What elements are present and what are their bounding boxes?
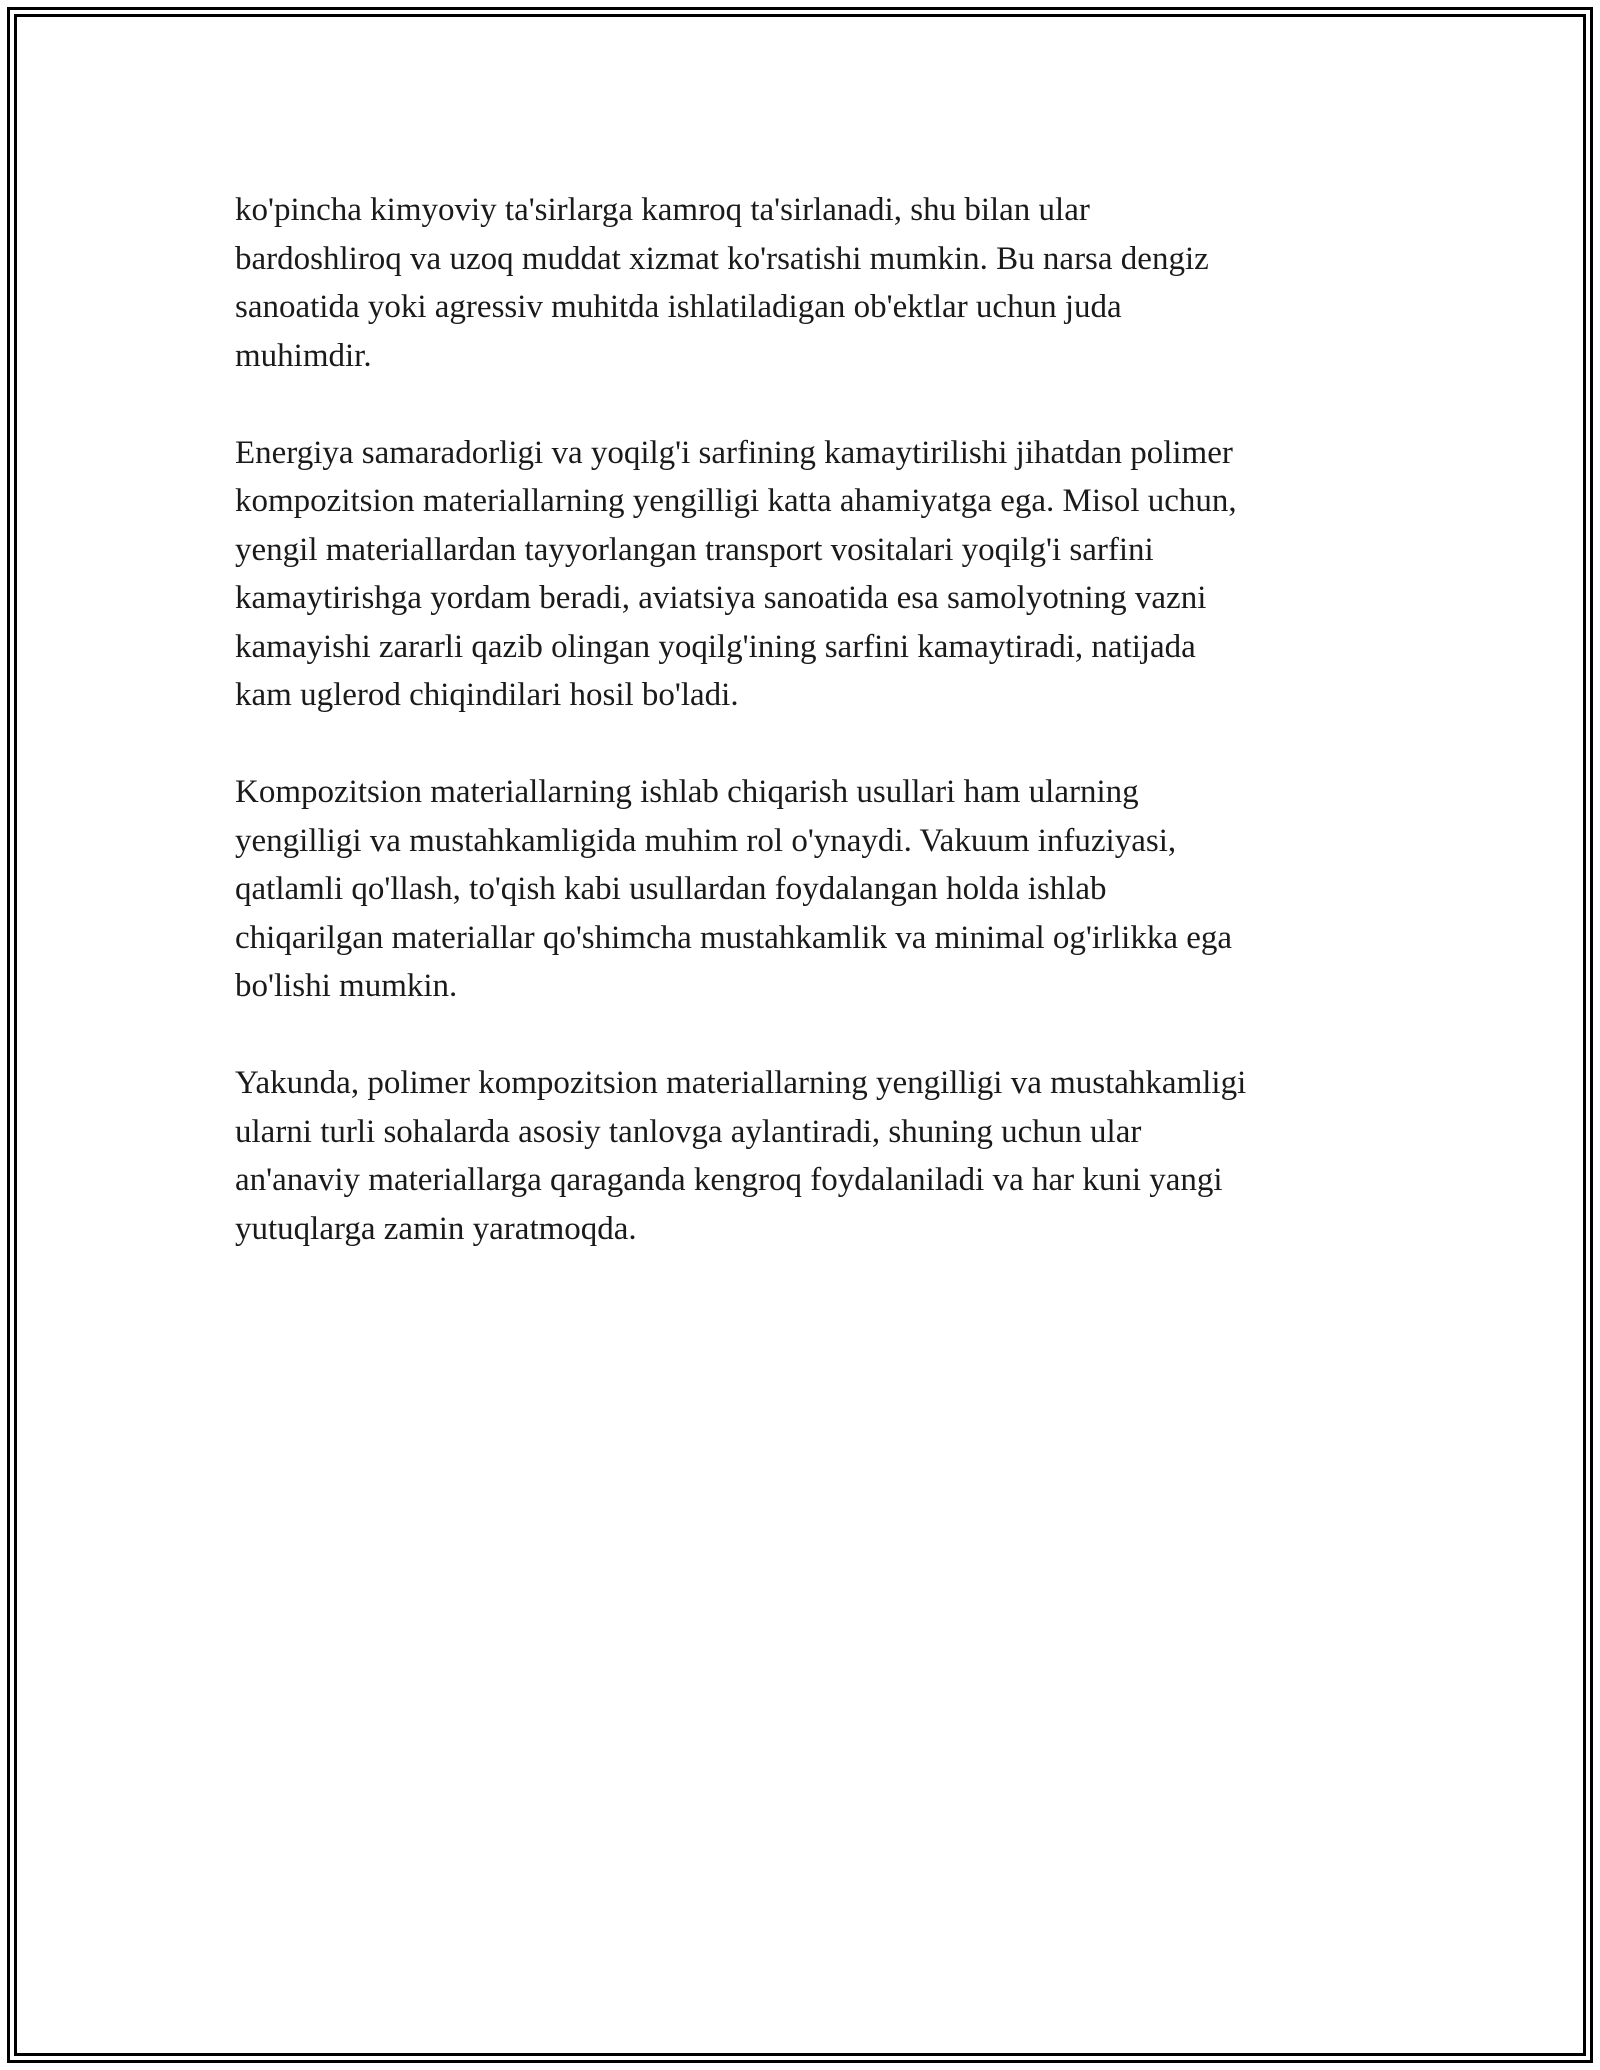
paragraph-line: qatlamli qo'llash, to'qish kabi usullardan foydalangan holda ishlab — [235, 871, 1107, 907]
paragraph-line: kompozitsion materiallarning yengilligi katta ahamiyatga ega. Misol uchun, — [235, 483, 1237, 519]
paragraph-line: ko'pincha kimyoviy ta'sirlarga kamroq ta'sirlanadi, shu bilan ular — [235, 192, 1090, 228]
paragraph-line: an'anaviy materiallarga qaraganda kengroq foydalaniladi va har kuni yangi — [235, 1162, 1223, 1198]
paragraph-line: yengil materiallardan tayyorlangan transport vositalari yoqilg'i sarfini — [235, 531, 1154, 568]
paragraph-line: bardoshliroq va uzoq muddat xizmat ko'rsatishi mumkin. Bu narsa dengiz — [235, 240, 1209, 277]
paragraph-line: yutuqlarga zamin yaratmoqda. — [235, 1210, 637, 1247]
paragraph-line: bo'lishi mumkin. — [235, 968, 458, 1004]
paragraph-line: chiqarilgan materiallar qo'shimcha mustahkamlik va minimal og'irlikka ega — [235, 919, 1233, 956]
paragraph-line: sanoatida yoki agressiv muhitda ishlatiladigan ob'ektlar uchun juda — [235, 289, 1122, 325]
paragraph-4 — [235, 1059, 1385, 1253]
paragraph-3 — [235, 768, 1385, 1011]
paragraph-line: ularni turli sohalarda asosiy tanlovga aylantiradi, shuning uchun ular — [235, 1113, 1142, 1150]
paragraph-line: kam uglerod chiqindilari hosil bo'ladi. — [235, 677, 739, 713]
paragraph-1 — [235, 186, 1385, 380]
paragraph-line: Kompozitsion materiallarning ishlab chiqarish usullari ham ularning — [235, 774, 1139, 810]
paragraph-line: kamaytirishga yordam beradi, aviatsiya sanoatida esa samolyotning vazni — [235, 580, 1207, 616]
paragraph-line: kamayishi zararli qazib olingan yoqilg'ining sarfini kamaytiradi, natijada — [235, 628, 1196, 665]
paragraph-line: muhimdir. — [235, 337, 372, 374]
paragraph-line: Energiya samaradorligi va yoqilg'i sarfining kamaytirilishi jihatdan polimer — [235, 434, 1233, 471]
document-body — [235, 186, 1385, 1302]
paragraph-line: yengilligi va mustahkamligida muhim rol o'ynaydi. Vakuum infuziyasi, — [235, 822, 1177, 859]
paragraph-2 — [235, 429, 1385, 720]
paragraph-line: Yakunda, polimer kompozitsion materiallarning yengilligi va mustahkamligi — [235, 1065, 1247, 1101]
